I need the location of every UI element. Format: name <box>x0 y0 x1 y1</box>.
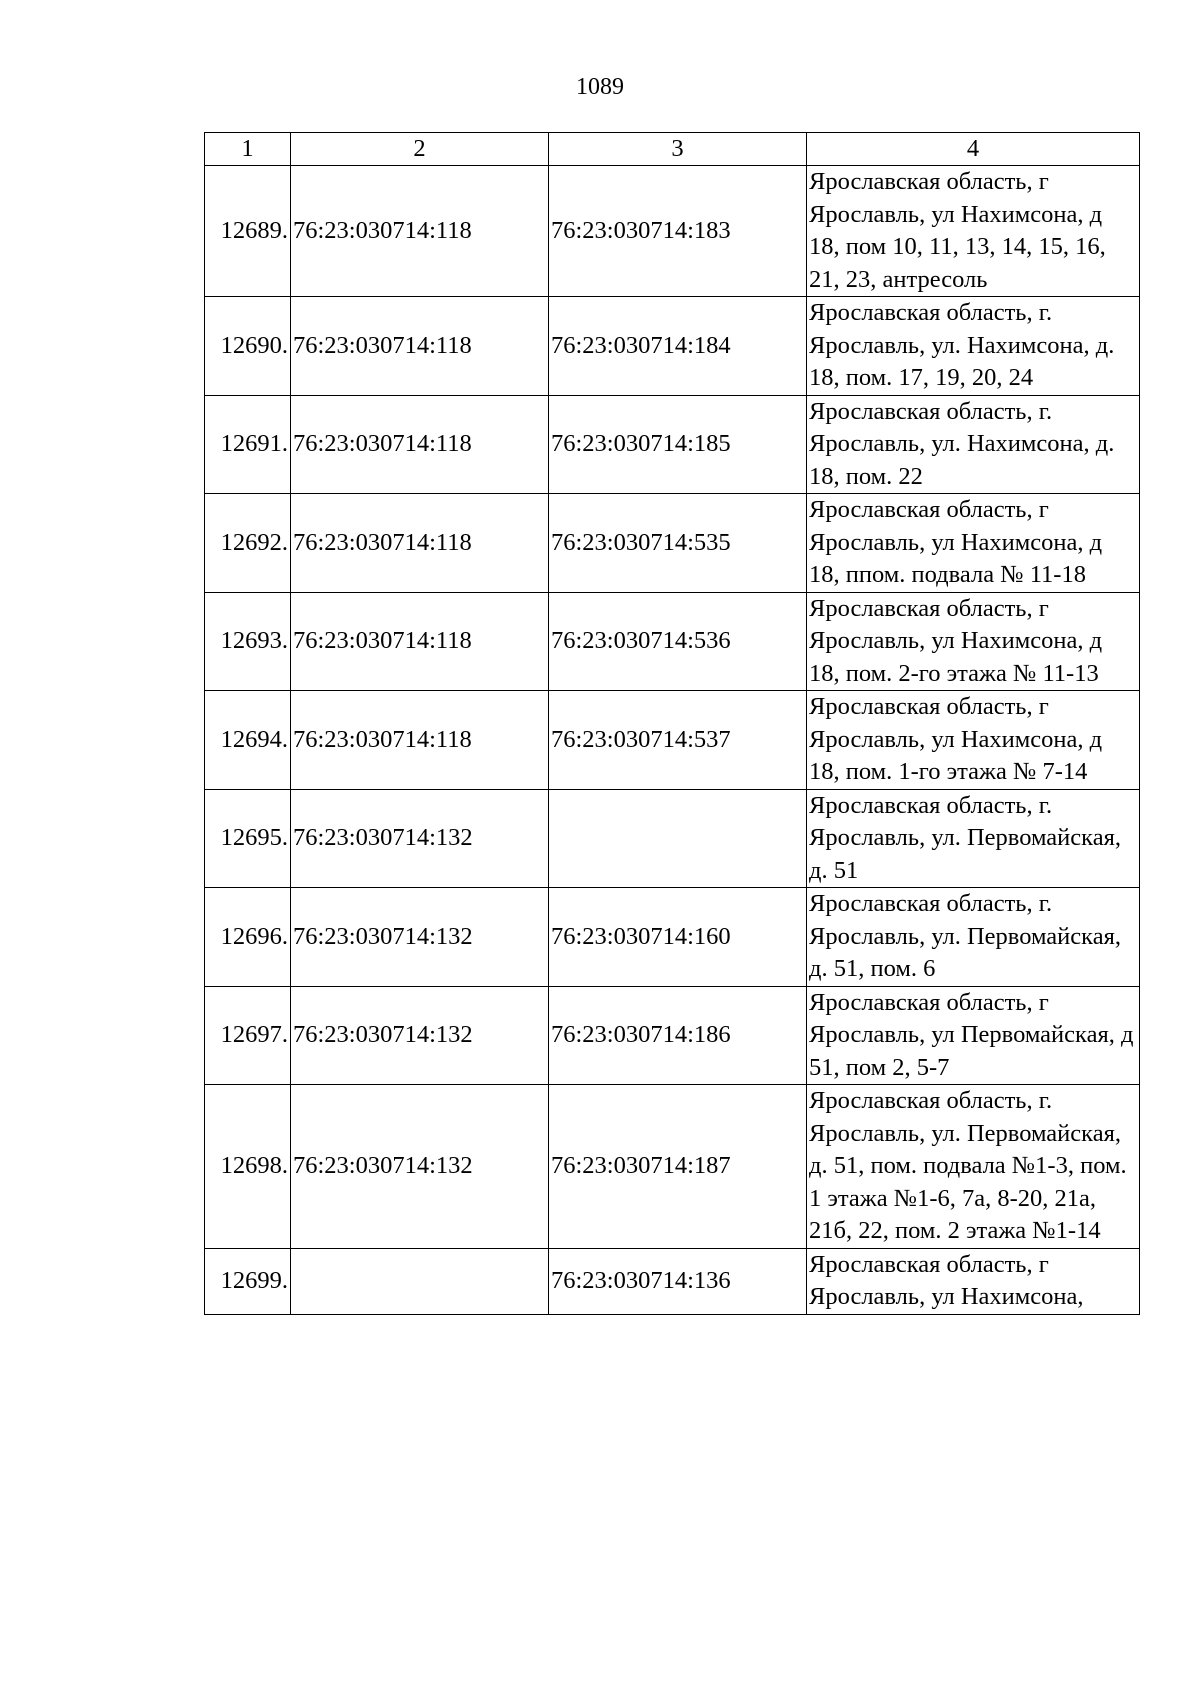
row-number: 12695. <box>205 789 291 888</box>
parcel-cadastral-number: 76:23:030714:118 <box>291 494 549 593</box>
address: Ярославская область, г. Ярославль, ул. Первомайская, д. 51, пом. подвала №1-3, пом. 1 этажа №1-6, 7а, 8-20, 21а, 21б, 22, пом. 2 этажа №1-14 <box>807 1085 1140 1249</box>
registry-table <box>204 132 1140 1315</box>
address: Ярославская область, г Ярославль, ул Первомайская, д 51, пом 2, 5-7 <box>807 986 1140 1085</box>
address: Ярославская область, г Ярославль, ул Нахимсона, <box>807 1248 1140 1314</box>
table-body <box>205 166 1140 1315</box>
header-col-4: 4 <box>807 133 1140 166</box>
table-row <box>205 691 1140 790</box>
address: Ярославская область, г. Ярославль, ул. Нахимсона, д. 18, пом. 22 <box>807 395 1140 494</box>
row-number: 12696. <box>205 888 291 987</box>
parcel-cadastral-number <box>291 1248 549 1314</box>
object-cadastral-number: 76:23:030714:536 <box>549 592 807 691</box>
table-row <box>205 494 1140 593</box>
row-number: 12697. <box>205 986 291 1085</box>
object-cadastral-number: 76:23:030714:183 <box>549 166 807 297</box>
address: Ярославская область, г. Ярославль, ул. Первомайская, д. 51 <box>807 789 1140 888</box>
address: Ярославская область, г Ярославль, ул Нахимсона, д 18, пом. 2-го этажа № 11-13 <box>807 592 1140 691</box>
table-row <box>205 166 1140 297</box>
parcel-cadastral-number: 76:23:030714:118 <box>291 166 549 297</box>
object-cadastral-number: 76:23:030714:160 <box>549 888 807 987</box>
row-number: 12693. <box>205 592 291 691</box>
table-row <box>205 1248 1140 1314</box>
object-cadastral-number <box>549 789 807 888</box>
object-cadastral-number: 76:23:030714:185 <box>549 395 807 494</box>
parcel-cadastral-number: 76:23:030714:132 <box>291 888 549 987</box>
row-number: 12698. <box>205 1085 291 1249</box>
table-row <box>205 789 1140 888</box>
parcel-cadastral-number: 76:23:030714:118 <box>291 592 549 691</box>
row-number: 12692. <box>205 494 291 593</box>
table-row <box>205 1085 1140 1249</box>
parcel-cadastral-number: 76:23:030714:118 <box>291 691 549 790</box>
header-row <box>205 133 1140 166</box>
table-row <box>205 986 1140 1085</box>
table-row <box>205 297 1140 396</box>
page-number: 1089 <box>576 74 624 100</box>
object-cadastral-number: 76:23:030714:184 <box>549 297 807 396</box>
parcel-cadastral-number: 76:23:030714:118 <box>291 297 549 396</box>
parcel-cadastral-number: 76:23:030714:132 <box>291 789 549 888</box>
table-row <box>205 592 1140 691</box>
address: Ярославская область, г Ярославль, ул Нахимсона, д 18, ппом. подвала № 11-18 <box>807 494 1140 593</box>
address: Ярославская область, г Ярославль, ул Нахимсона, д 18, пом. 1-го этажа № 7-14 <box>807 691 1140 790</box>
row-number: 12691. <box>205 395 291 494</box>
object-cadastral-number: 76:23:030714:187 <box>549 1085 807 1249</box>
header-col-1: 1 <box>205 133 291 166</box>
table-row <box>205 888 1140 987</box>
address: Ярославская область, г Ярославль, ул Нахимсона, д 18, пом 10, 11, 13, 14, 15, 16, 21, 23, антресоль <box>807 166 1140 297</box>
object-cadastral-number: 76:23:030714:535 <box>549 494 807 593</box>
header-col-3: 3 <box>549 133 807 166</box>
object-cadastral-number: 76:23:030714:537 <box>549 691 807 790</box>
object-cadastral-number: 76:23:030714:136 <box>549 1248 807 1314</box>
row-number: 12699. <box>205 1248 291 1314</box>
parcel-cadastral-number: 76:23:030714:132 <box>291 1085 549 1249</box>
row-number: 12694. <box>205 691 291 790</box>
parcel-cadastral-number: 76:23:030714:118 <box>291 395 549 494</box>
object-cadastral-number: 76:23:030714:186 <box>549 986 807 1085</box>
parcel-cadastral-number: 76:23:030714:132 <box>291 986 549 1085</box>
table-row <box>205 395 1140 494</box>
header-col-2: 2 <box>291 133 549 166</box>
row-number: 12690. <box>205 297 291 396</box>
row-number: 12689. <box>205 166 291 297</box>
address: Ярославская область, г. Ярославль, ул. Первомайская, д. 51, пом. 6 <box>807 888 1140 987</box>
address: Ярославская область, г. Ярославль, ул. Нахимсона, д. 18, пом. 17, 19, 20, 24 <box>807 297 1140 396</box>
